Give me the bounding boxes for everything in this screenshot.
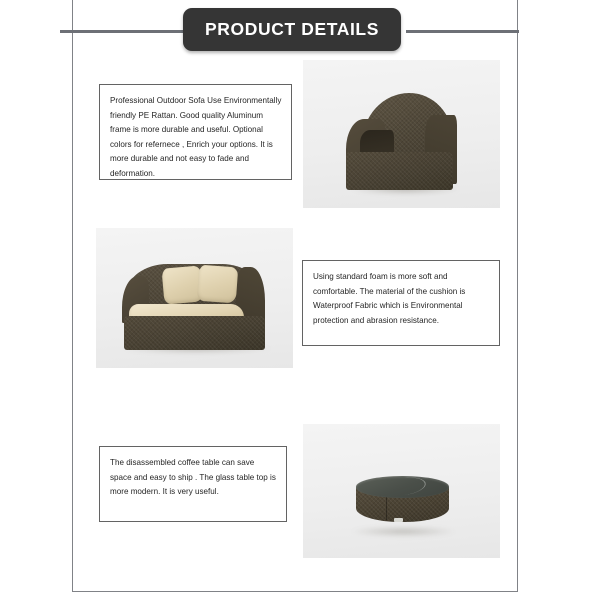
page-title: PRODUCT DETAILS: [205, 19, 379, 39]
description-text-cushion: Using standard foam is more soft and comfortable. The material of the cushion is Waterproof Fabric which is Environmental protection and abrasion resistance.: [313, 272, 466, 325]
chair-base-weave-texture: [346, 152, 452, 190]
description-text-sofa-intro: Professional Outdoor Sofa Use Environmentally friendly PE Rattan. Good quality Aluminum frame is more durable and useful. Optional colors for refernece , Enrich your options. It is more durable and not easy to fade and deformation.: [110, 96, 282, 178]
photo-backdrop: [303, 60, 500, 208]
sofa-pillow-right: [197, 264, 239, 303]
header-rule-left: [60, 30, 184, 33]
description-box-coffee-table: [99, 446, 287, 522]
table-ground-shadow: [350, 526, 456, 537]
description-text-coffee-table: The disassembled coffee table can save space and easy to ship . The glass table top is more modern. It is very useful.: [110, 458, 276, 497]
description-box-sofa-intro: [99, 84, 292, 180]
table-brand-label: [394, 518, 404, 522]
rattan-armchair-photo: [303, 60, 500, 208]
page-title-badge: [183, 8, 401, 51]
sofa-base-weave-texture: [124, 316, 266, 350]
photo-backdrop: [96, 228, 293, 368]
description-box-cushion: [302, 260, 500, 346]
rattan-sofa-photo: [96, 228, 293, 368]
header-rule-right: [406, 30, 519, 33]
chair-base: [346, 152, 452, 190]
rattan-coffee-table-photo: [303, 424, 500, 558]
photo-backdrop: [303, 424, 500, 558]
sofa-base: [124, 316, 266, 350]
